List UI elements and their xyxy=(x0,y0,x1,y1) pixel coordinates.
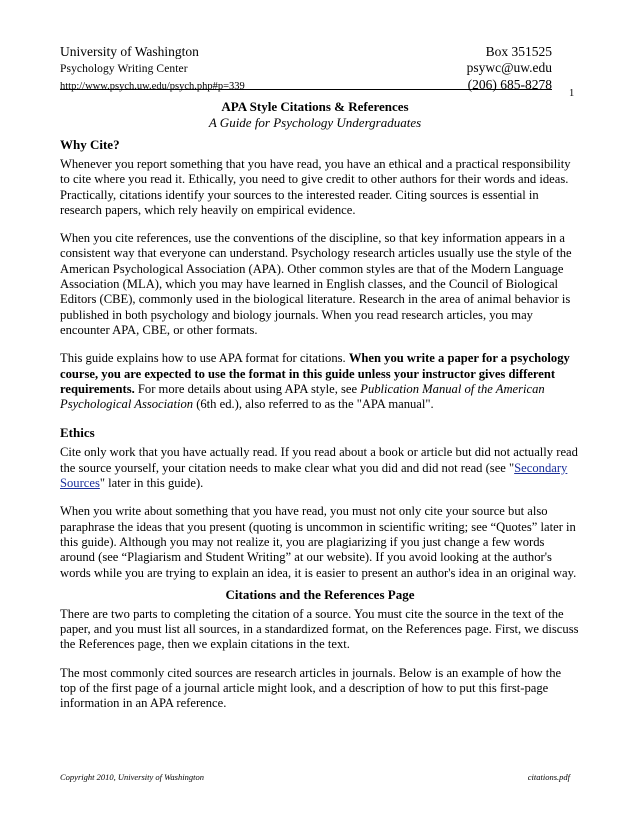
section-heading-ethics: Ethics xyxy=(60,425,95,441)
document-title: APA Style Citations & References xyxy=(221,99,409,114)
text-run: " later in this guide). xyxy=(99,476,204,491)
page-number: 1 xyxy=(569,88,575,99)
org-name: University of Washington xyxy=(60,44,199,59)
center-name: Psychology Writing Center xyxy=(60,63,188,75)
letterhead xyxy=(60,44,552,94)
contact-phone: (206) 685-8278 xyxy=(467,77,552,92)
document-body xyxy=(60,137,580,725)
copyright-notice: Copyright 2010, University of Washington xyxy=(60,772,204,782)
manual-title: Publication Manual of the American Psychological Association xyxy=(60,381,545,412)
bold-requirement: When you write a paper for a psychology course, you are expected to use the format in this guide unless your instructor gives different requirements. xyxy=(60,351,570,396)
paragraph: Whenever you report something that you have read, you have an ethical and a practical responsibility to cite where you read it. Ethically, you need to give credit to other authors for their words and ideas. Practically, citations identify your sources to the interested reader. Citing sources is essential in research papers, which rely heavily on empirical evidence. xyxy=(60,157,571,217)
paragraph: When you write about something that you have read, you must not only cite your source but also paraphrase the ideas that you present (quoting is uncommon in scientific writing; see “Quotes” later in this guide). Although you may not realize it, you are plagiarizing if you just change a few words around (see “Plagiarism and Student Writing” at our website). If you avoid looking at the author's words while you are trying to explain an idea, it is easier to present an author's idea in an original way. xyxy=(60,504,577,580)
header-rule xyxy=(60,89,552,90)
center-url: http://www.psych.uw.edu/psych.php#p=339 xyxy=(60,81,245,92)
page-footer xyxy=(60,772,570,782)
file-name: citations.pdf xyxy=(527,772,570,782)
box-address: Box 351525 xyxy=(485,44,552,59)
paragraph: There are two parts to completing the citation of a source. You must cite the source in the text of the paper, and you must list all sources, in a standardized format, on the References page. First, we discuss the References page, then we explain citations in the text. xyxy=(60,606,579,652)
secondary-sources-link[interactable]: Secondary Sources xyxy=(60,460,568,491)
text-run: For more details about using APA style, see xyxy=(134,381,361,396)
text-run: This guide explains how to use APA format for citations. xyxy=(60,351,349,366)
text-run: (6th ed.), also referred to as the "APA manual". xyxy=(193,397,434,412)
paragraph: The most commonly cited sources are research articles in journals. Below is an example of how the top of the first page of a journal article might look, and a description of how to put this first-page information in an APA reference. xyxy=(60,665,562,711)
contact-email: psywc@uw.edu xyxy=(466,60,552,75)
title-block xyxy=(60,99,570,131)
text-run: Cite only work that you have actually read. If you read about a book or article but did not actually read the source yourself, your citation needs to make clear what you did and did not read (see " xyxy=(60,445,578,475)
section-heading-why-cite: Why Cite? xyxy=(60,137,120,152)
paragraph xyxy=(60,351,580,412)
paragraph xyxy=(60,445,580,491)
paragraph: When you cite references, use the conventions of the discipline, so that key information appears in a consistent way that everyone can understand. Psychology research articles usually use the style of the American Psychological Association (APA). Other common styles are that of the Modern Language Association (MLA), which you may have learned in English classes, and the Council of Biological Editors (CBE), commonly used in the biological literature. Research in the area of animal behavior is published in both psychology and biology journals. When you read research articles, you may encounter APA, CBE, or other formats. xyxy=(60,231,572,337)
section-heading-citations: Citations and the References Page xyxy=(225,586,415,602)
document-subtitle: A Guide for Psychology Undergraduates xyxy=(208,115,422,130)
